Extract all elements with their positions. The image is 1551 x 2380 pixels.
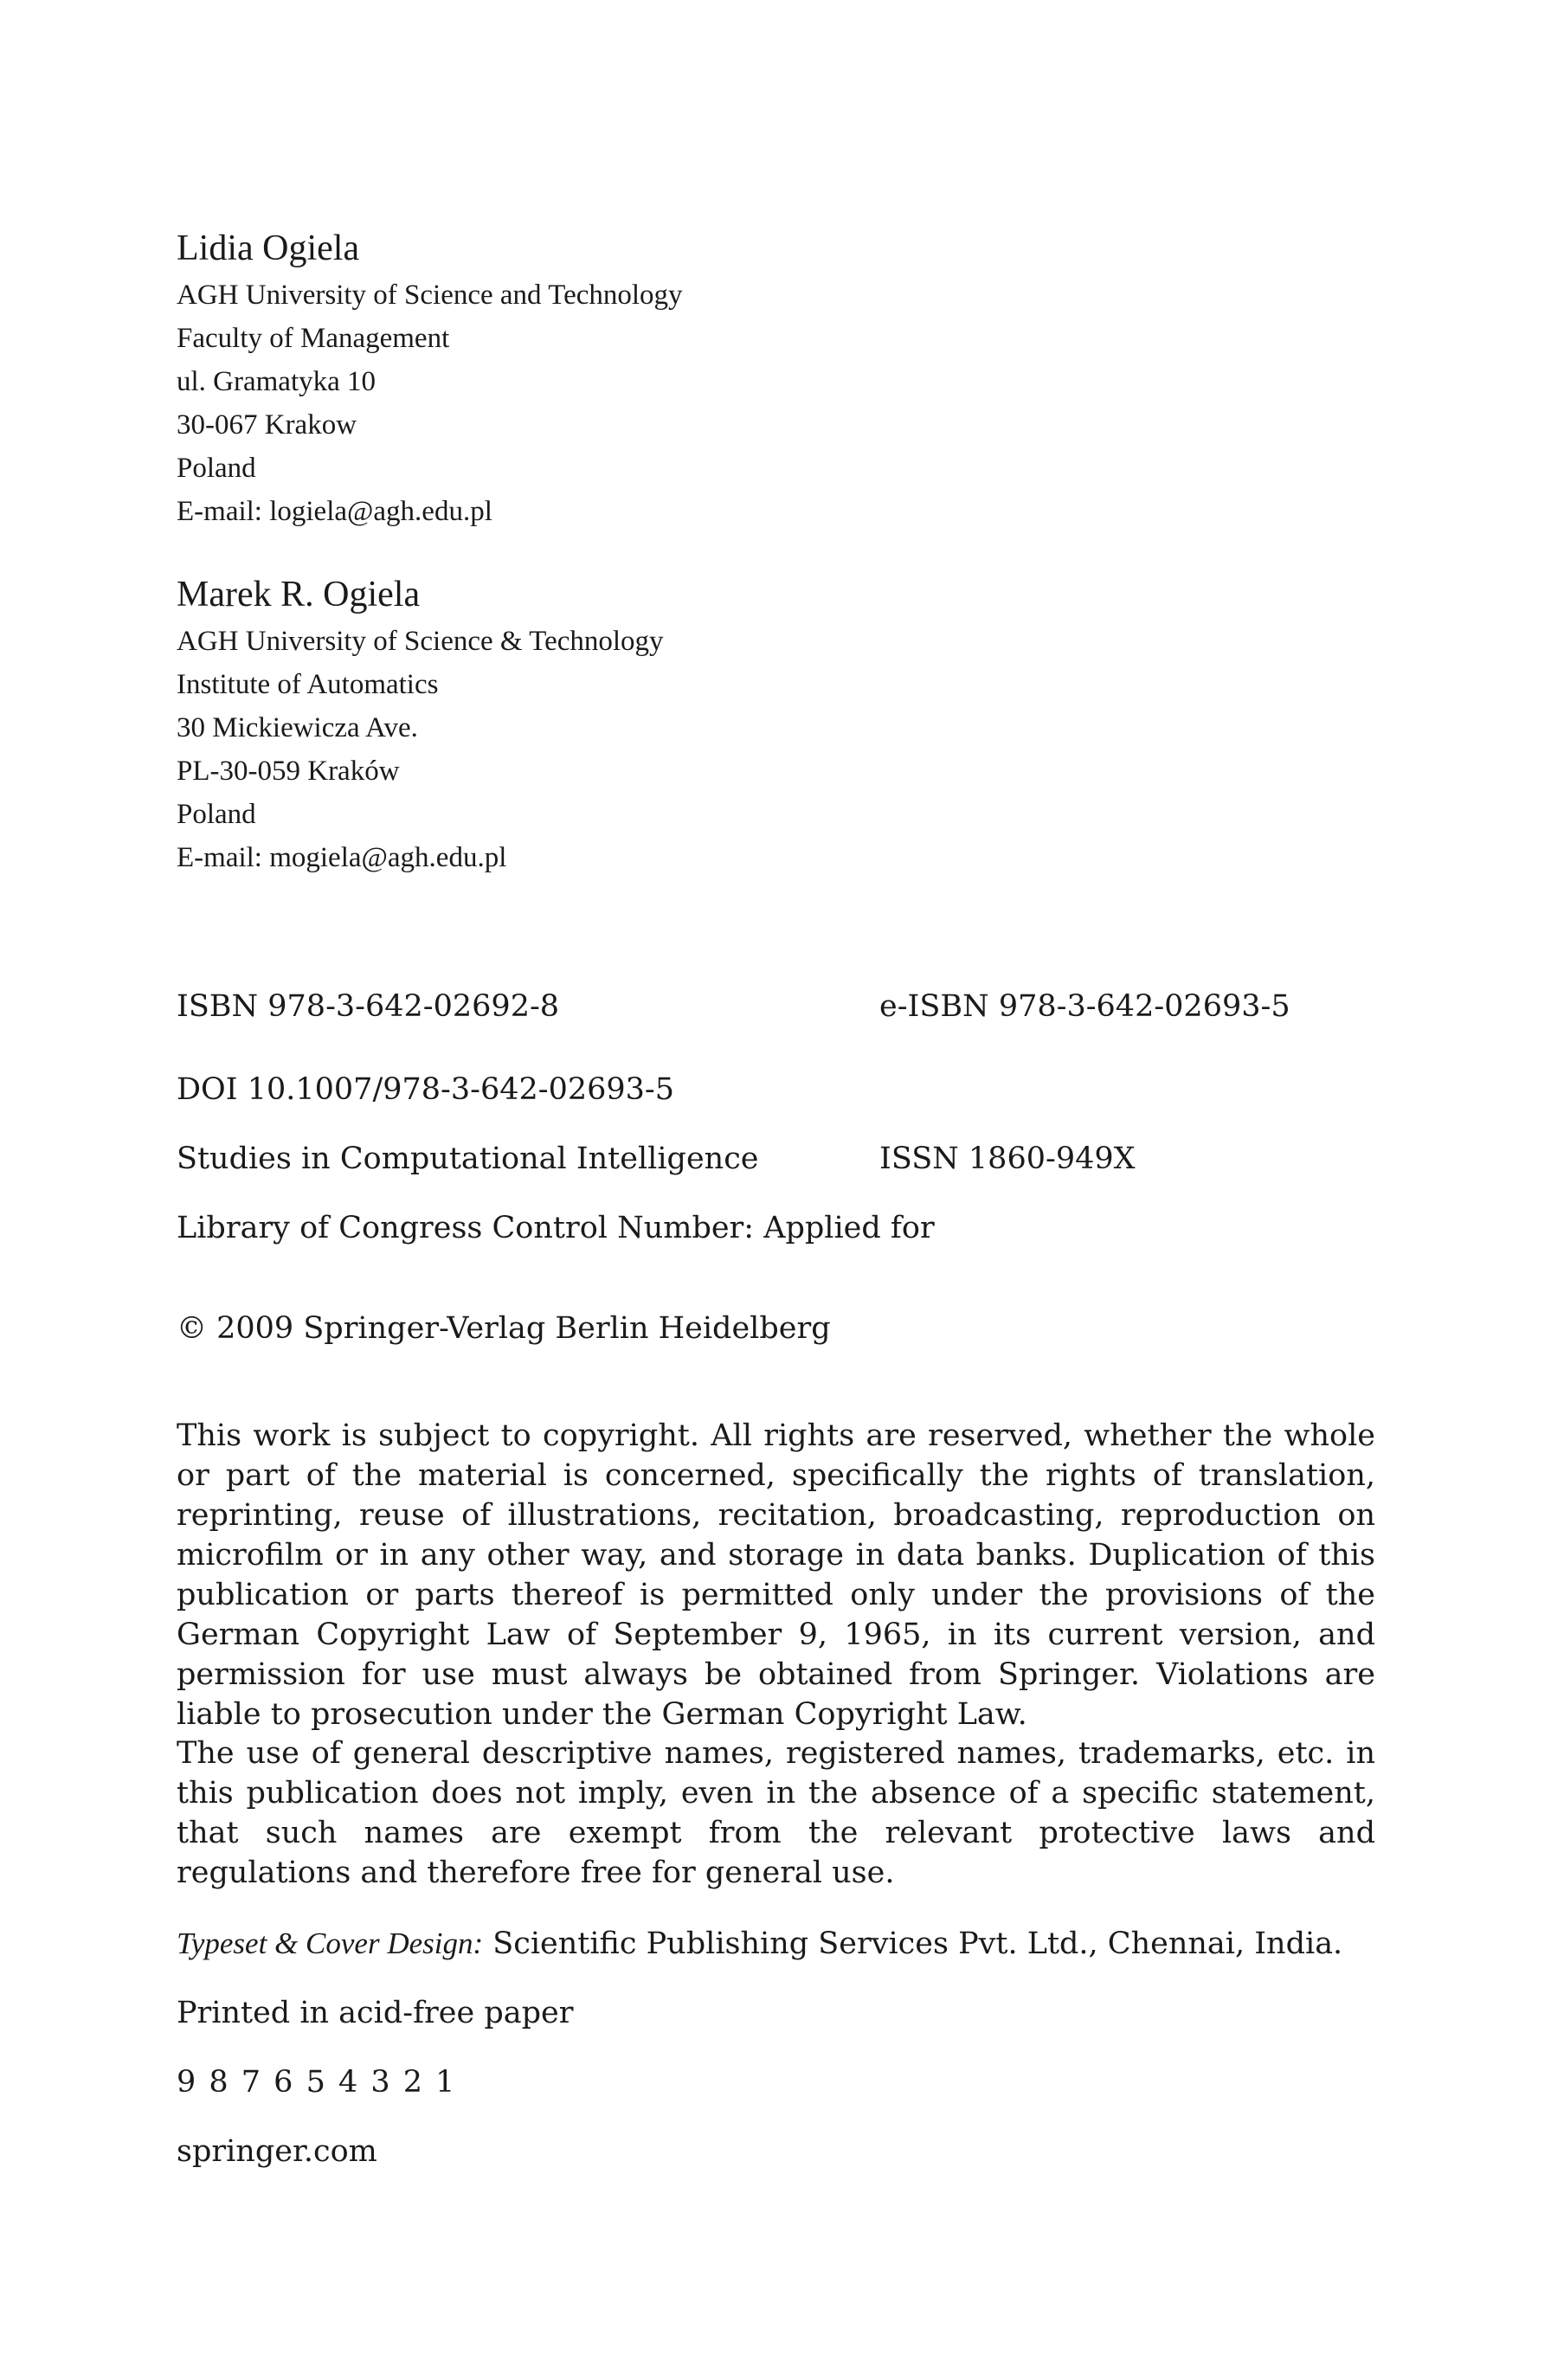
author-email: E-mail: logiela@agh.edu.pl <box>177 496 492 527</box>
isbn: ISBN 978-3-642-02692-8 <box>177 989 560 1024</box>
author-country: Poland <box>177 799 256 830</box>
doi: DOI 10.1007/978-3-642-02693-5 <box>177 1072 675 1107</box>
print-line: 9 8 7 6 5 4 3 2 1 <box>177 2065 457 2100</box>
typeset-credit <box>177 1924 1342 1964</box>
author-email: E-mail: mogiela@agh.edu.pl <box>177 842 507 873</box>
publisher-website: springer.com <box>177 2134 377 2169</box>
author-name: Lidia Ogiela <box>177 228 360 268</box>
author-department: Institute of Automatics <box>177 669 439 700</box>
trademark-paragraph: The use of general descriptive names, registered names, trademarks, etc. in this publication does not imply, even in the absence of a specific statement, that such names are exempt from the relevant protective laws and regulations and therefore free for general use. <box>177 1736 1375 1890</box>
author-affiliation: AGH University of Science & Technology <box>177 626 664 657</box>
author-block-marek-ogiela <box>177 573 664 879</box>
author-country: Poland <box>177 453 256 484</box>
paper-note: Printed in acid-free paper <box>177 1996 574 2030</box>
author-city: 30-067 Krakow <box>177 409 357 441</box>
copyright-notice: © 2009 Springer-Verlag Berlin Heidelberg <box>177 1311 831 1346</box>
author-name: Marek R. Ogiela <box>177 575 421 614</box>
series-title: Studies in Computational Intelligence <box>177 1142 759 1176</box>
author-street: ul. Gramatyka 10 <box>177 366 376 397</box>
e-isbn: e-ISBN 978-3-642-02693-5 <box>879 989 1290 1024</box>
typeset-label: Typeset & Cover Design: <box>177 1927 484 1960</box>
library-of-congress-number: Library of Congress Control Number: Applied for <box>177 1211 935 1245</box>
author-city: PL-30-059 Kraków <box>177 756 400 787</box>
issn: ISSN 1860-949X <box>879 1142 1136 1176</box>
copyright-page <box>177 0 1375 2380</box>
copyright-paragraph: This work is subject to copyright. All rights are reserved, whether the whole or part of the material is concerned, specifically the rights of translation, reprinting, reuse of illustrations, recitation, broadcasting, reproduction on microfilm or in any other way, and storage in data banks. Duplication of this publication or parts thereof is permitted only under the provisions of the German Copyright Law of September 9, 1965, in its current version, and permission for use must always be obtained from Springer. Violations are liable to prosecution under the German Copyright Law. <box>177 1418 1375 1732</box>
typeset-value: Scientific Publishing Services Pvt. Ltd., Chennai, India. <box>483 1927 1343 1961</box>
author-street: 30 Mickiewicza Ave. <box>177 712 418 743</box>
author-affiliation: AGH University of Science and Technology <box>177 280 683 311</box>
author-block-lidia-ogiela <box>177 227 683 533</box>
author-department: Faculty of Management <box>177 323 450 354</box>
